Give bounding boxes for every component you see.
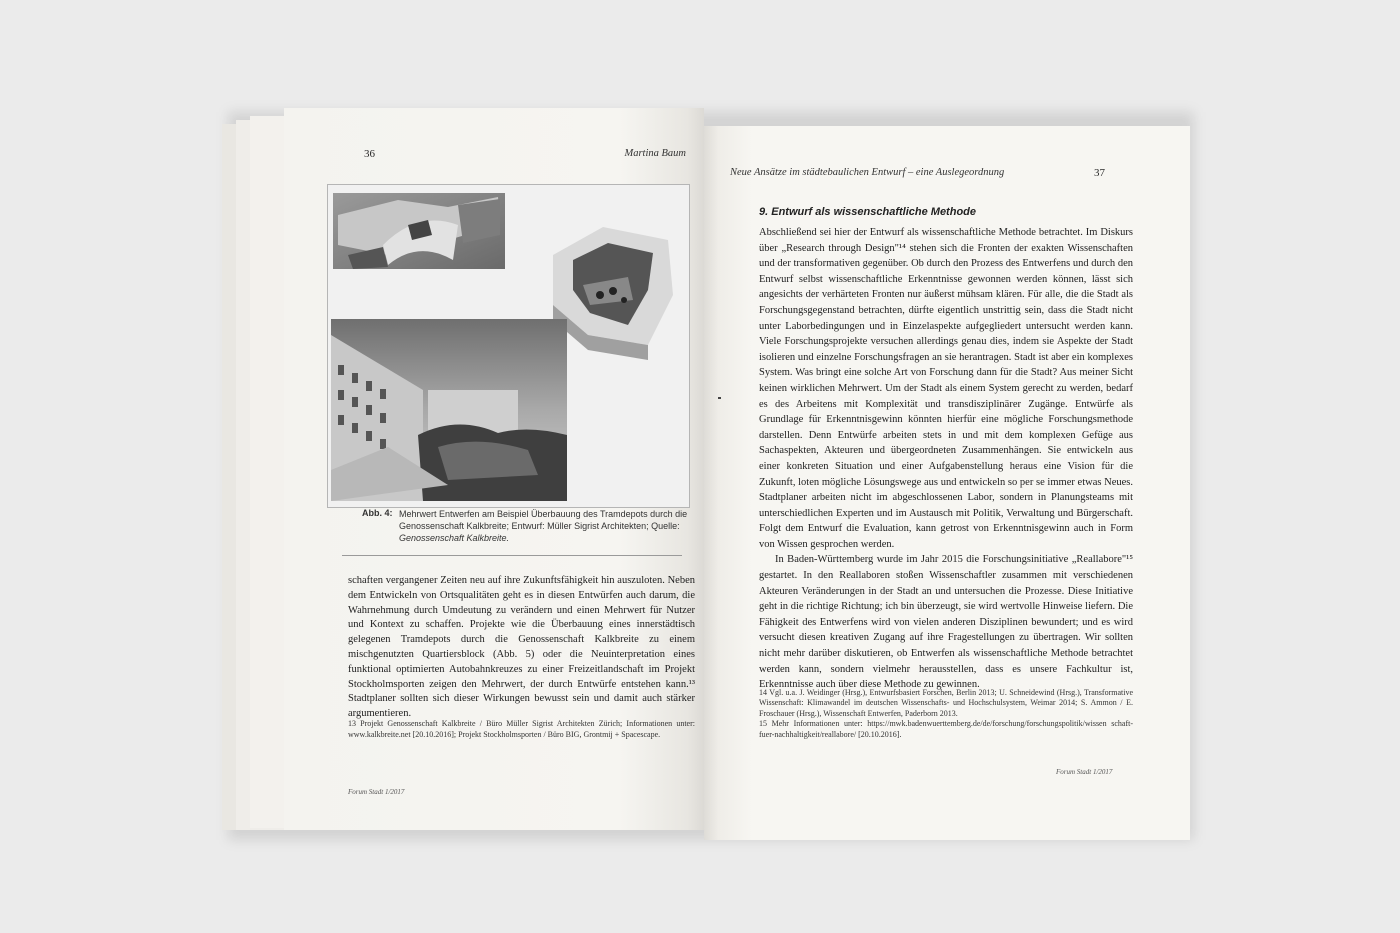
courtyard-photo	[331, 319, 567, 501]
left-paragraph: schaften vergangener Zeiten neu auf ihre Zukunftsfähigkeit hin auszuloten. Neben dem Entwickeln von Ortsqualitäten geht es in diesen Entwürfen auch darum, die Wahrnehmung durch Umdeutung zu verändern und einen Mehrwert für Nutzer und Kontext zu schaffen. Projekte wie die Überbauung eines innerstädtisch gelegenen Tramdepots durch die Genossenschaft Kalkbreite zu einem mischgenutzten Quartiersblock (Abb. 5) oder die Neuinterpretation eines funktional optimierten Autobahnkreuzes zu einer Freizeitlandschaft im Projekt Stockholmsporten zeigen den Mehrwert, der durch Entwürfe entstehen kann.¹³ Stadtplaner sollten sich dieser Wirkungen bewusst sein und damit auch stärker argumentieren.	[348, 575, 695, 720]
left-body-text	[348, 574, 695, 722]
caption-divider	[342, 555, 682, 556]
ink-speck	[718, 397, 721, 399]
isometric-block-model	[553, 227, 673, 360]
figure-caption	[399, 508, 699, 544]
left-footer: Forum Stadt 1/2017	[348, 788, 405, 796]
left-footnote-13: 13 Projekt Genossenschaft Kalkbreite / Büro Müller Sigrist Architekten Zürich; Informationen unter: www.kalkbreite.net [20.10.2016]; Projekt Stockholmsporten / Büro BIG, Grontmij + Spacescape.	[348, 719, 695, 739]
left-page-number: 36	[364, 148, 375, 160]
footnote-15: 15 Mehr Informationen unter: https://mwk.badenwuerttemberg.de/de/forschung/forschungspolitik/wissen schaft-fuer-nachhaltigkeit/reallabore/ [20.10.2016].	[759, 719, 1133, 739]
footnote-14: 14 Vgl. u.a. J. Weidinger (Hrsg.), Entwurfsbasiert Forschen, Berlin 2013; U. Schneidewind (Hrsg.), Transformative Wissenschaft: Klimawandel im deutschen Wissenschafts- und Hochschulsystem, Weimar 2014; S. Ammon / E. Froschauer (Hrsg.), Wissenschaft Entwerfen, Paderborn 2013.	[759, 688, 1133, 718]
left-running-head-author: Martina Baum	[624, 148, 686, 159]
right-paragraph-2: In Baden-Württemberg wurde im Jahr 2015 die Forschungsinitiative „Reallabore"¹⁵ gestartet. In den Reallaboren stoßen Wissenschaftler zusammen mit verschiedenen Akteuren Veränderungen in der Stadt an und untersuchen die Prozesse. Diese Initiative geht in die richtige Richtung; ich bin überzeugt, sie wird wertvolle Hinweise liefern. Die Fähigkeit des Entwerfens wird von vielen anderen Disziplinen bewundert; und es wird versucht diesen kreativen Zugang auf ihre Fragestellungen zu übertragen. Wir sollten nicht mehr darüber diskutieren, ob Entwerfen als wissenschaftliche Methode betrachtet werden kann, sondern vielmehr herausstellen, dass es unsere Fachkultur ist, Erkenntnisse auch über diese Methode zu gewinnen.	[759, 554, 1133, 691]
figure-caption-text: Mehrwert Entwerfen am Beispiel Überbauung des Tramdepots durch die Genossenschaft Kalkbreite; Entwurf: Müller Sigrist Architekten; Quelle:	[399, 509, 688, 531]
right-footer: Forum Stadt 1/2017	[1056, 768, 1113, 776]
left-page	[284, 108, 704, 830]
section-heading: 9. Entwurf als wissenschaftliche Methode	[759, 206, 976, 218]
right-page	[704, 126, 1190, 840]
right-body-text	[759, 225, 1133, 693]
figure-photo-collage	[328, 185, 689, 507]
right-footnotes	[759, 688, 1133, 740]
right-page-number: 37	[1094, 167, 1105, 179]
figure-caption-label: Abb. 4:	[362, 508, 393, 518]
figure-caption-source: Genossenschaft Kalkbreite.	[399, 533, 510, 543]
right-running-head: Neue Ansätze im städtebaulichen Entwurf – eine Auslegeordnung	[730, 167, 1005, 178]
right-paragraph-1: Abschließend sei hier der Entwurf als wissenschaftliche Methode betrachtet. Im Diskurs über „Research through Design"¹⁴ stehen sich die Fronten der exakten Wissenschaften und der transformativen gegenüber. Ob durch den Prozess des Entwerfens und durch den Entwurf selbst wissenschaftliche Erkenntnisse gewonnen werden können, lässt sich angesichts der verhärteten Fronten nur äußerst mühsam klären. Für alle, die die Stadt als Forschungsgegenstand betrachten, dürfte eigentlich unstrittig sein, dass die Stadt nicht unter Laborbedingungen und in Einzelaspekte aufgegliedert untersucht werden kann. Viele Forschungsprojekte versuchen allerdings genau dies, indem sie Aspekte der Stadt isolieren und einzelne Forschungsfragen an sie herantragen. Stadt ist aber ein komplexes System. Was bringt eine solche Art von Forschung dann für die Stadt? Aus meiner Sicht keinen wirklichen Mehrwert. Um der Stadt als einem System gerecht zu werden, bedarf es des Arbeitens mit Komplexität und transdisziplinärer Zugänge. Entwürfe als Grundlage für Erkenntnisgewinn könnten hierfür eine mögliche Forschungsmethode darstellen. Denn Entwürfe arbeiten stets in und mit dem komplexen Gefüge aus Sachaspekten, Akteuren und übergeordneten Zusammenhängen. Sie entwickeln aus einer konkreten Situation und einer Aufgabenstellung heraus eine Vision für die Zukunft, loten mögliche Lösungswege aus und entwickeln so per se immer etwas Neues. Stadtplaner arbeiten nicht im abgeschlossenen Labor, sondern in Planungsteams mit unterschiedlichen Experten und im Austausch mit Politik, Verwaltung und Bürgerschaft. Folgt dem Entwurf die Evaluation, kann getrost von Erkenntnisgewinn auch in Form von Wissen gesprochen werden.	[759, 227, 1133, 550]
figure-abb-4	[327, 184, 690, 508]
aerial-model-photo	[333, 193, 505, 269]
